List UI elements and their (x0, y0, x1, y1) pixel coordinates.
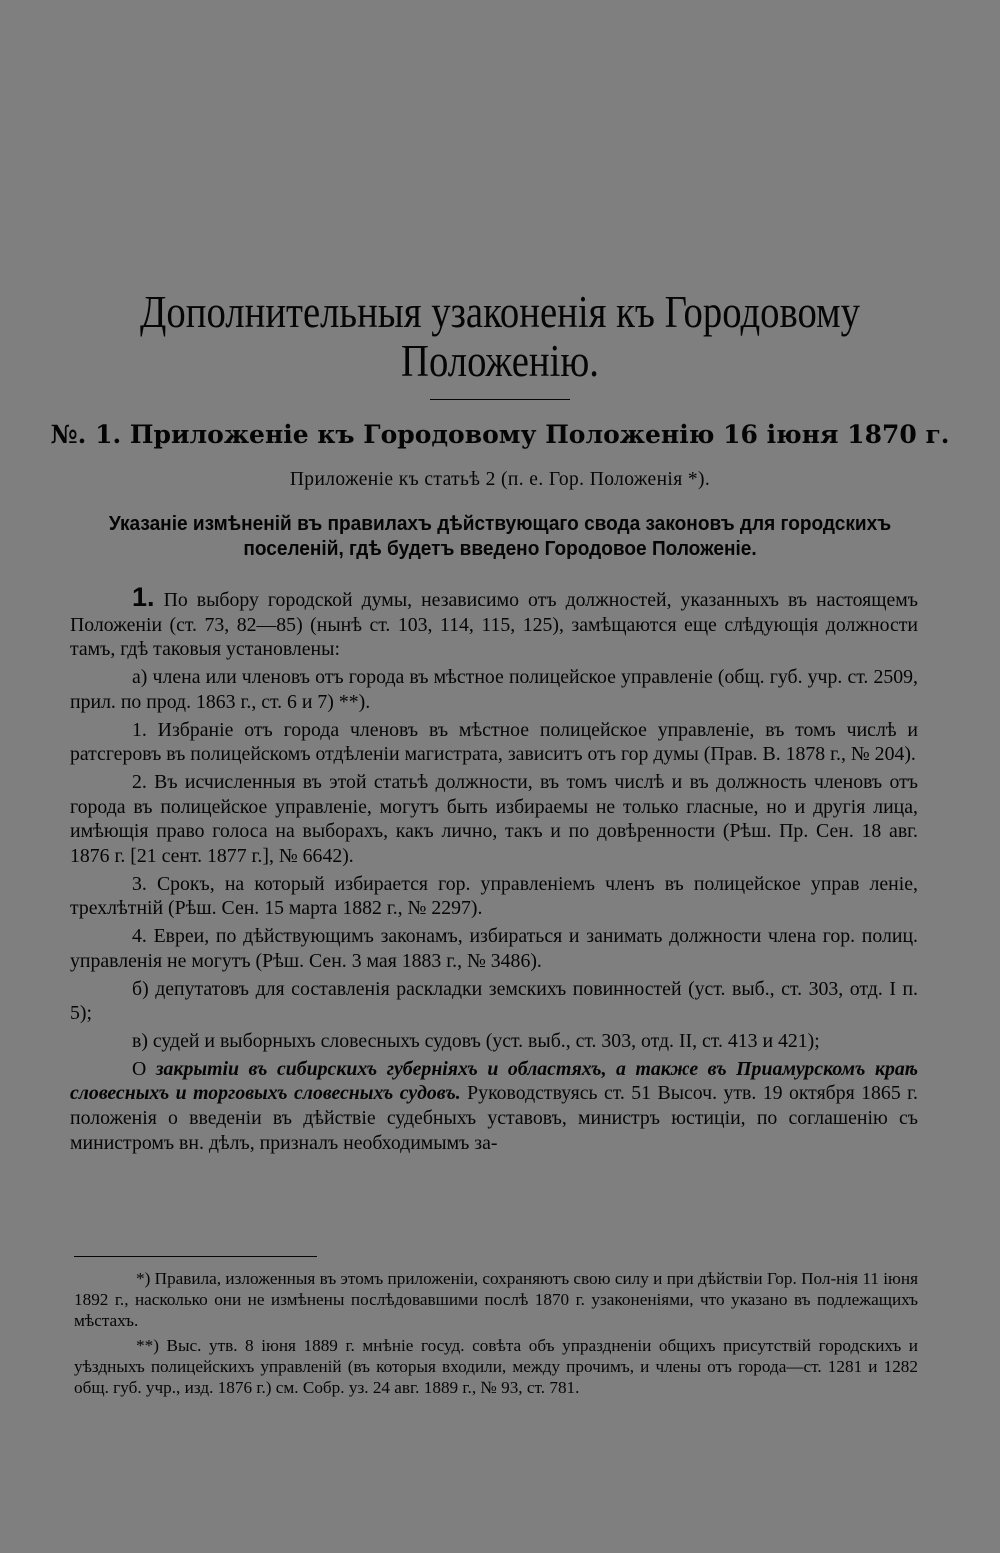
page-title-line-1: Дополнительныя узаконенія къ Городовому (139, 287, 860, 337)
paragraph-o-rest: Руководствуясь ст. 51 Высоч. утв. 19 октября 1865 г. положенія о введеніи въ дѣйствіе судебныхъ уставовъ, министръ юстиціи, по соглашенію съ министромъ вн. дѣлъ, призналъ необходимымъ за- (70, 1082, 918, 1154)
footnotes (74, 1268, 918, 1401)
note-2: 2. Въ исчисленныя въ этой статьѣ должности, въ томъ числѣ и въ должность членовъ отъ города въ полицейское управленіе, могутъ быть избираемы не только гласные, но и другія лица, имѣющія право голоса на выборахъ, какъ лично, такъ и по довѣренности (Рѣш. Пр. Сен. 18 авг. 1876 г. [21 сент. 1877 г.], № 6642). (70, 770, 918, 868)
title-divider (430, 399, 570, 400)
page-title (139, 288, 861, 386)
paragraph-1 (70, 582, 919, 662)
paragraph-v: в) судей и выборныхъ словесныхъ судовъ (уст. выб., ст. 303, отд. II, ст. 413 и 421); (132, 1029, 820, 1052)
paragraph-o-start: О (132, 1057, 147, 1080)
document-heading: №. 1. Приложеніе къ Городовому Положенію 16 іюня 1870 г. (50, 420, 950, 449)
note-3: 3. Срокъ, на который избирается гор. управленіемъ членъ въ полицейское управ леніе, трехлѣтній (Рѣш. Сен. 15 марта 1882 г., № 2297). (70, 872, 918, 920)
paragraph-o (70, 1057, 918, 1156)
note-1: 1. Избраніе отъ города членовъ въ мѣстное полицейское управленіе, въ томъ числѣ и ратсгеровъ въ полицейскомъ отдѣленіи магистрата, зависитъ отъ гор думы (Прав. В. 1878 г., № 204). (70, 718, 918, 766)
paragraph-a: а) члена или членовъ отъ города въ мѣстное полицейское управленіе (общ. губ. учр. ст. 2509, прил. по прод. 1863 г., ст. 6 и 7) **). (70, 666, 918, 713)
section-title-line-1: Указаніе измѣненій въ правилахъ дѣйствующаго свода законовъ для городскихъ (108, 512, 892, 535)
paragraph-number: 1. (132, 582, 155, 612)
footnote-1: *) Правила, изложенныя въ этомъ приложеніи, сохраняютъ свою силу и при дѣйствіи Гор. Пол-нія 11 іюня 1892 г., насколько они не измѣнены послѣдовавшими послѣ 1870 г. узаконеніями, что указано въ подлежащихъ мѣстахъ. (74, 1269, 918, 1331)
note-4: 4. Евреи, по дѣйствующимъ законамъ, избираться и занимать должности члена гор. полиц. управленія не могутъ (Рѣш. Сен. 3 мая 1883 г., № 3486). (70, 925, 918, 972)
page-title-line-2: Положенію. (401, 336, 599, 386)
paragraph-1-text: По выбору городской думы, независимо отъ должностей, указанныхъ въ настоящемъ Положеніи (ст. 73, 82—85) (нынѣ ст. 103, 114, 115, 125), замѣщаются еще слѣдующія должности тамъ, гдѣ таковыя установлены: (70, 589, 919, 661)
body-text (70, 582, 919, 1158)
section-title (72, 511, 928, 561)
paragraph-b: б) депутатовъ для составленія раскладки земскихъ повинностей (уст. выб., ст. 303, отд. I п. 5); (70, 977, 918, 1025)
section-title-line-2: поселеній, гдѣ будетъ введено Городовое Положеніе. (243, 537, 757, 560)
paragraph-o-italic: закрытіи въ сибирскихъ губерніяхъ и областяхъ, а также въ Приамурскомъ краѣ словесныхъ и торговыхъ словесныхъ судовъ. (70, 1057, 918, 1105)
document-subheading: Приложеніе къ статьѣ 2 (п. е. Гор. Положенія *). (289, 469, 711, 490)
footnote-2: **) Выс. утв. 8 іюня 1889 г. мнѣніе госуд. совѣта объ упраздненіи общихъ присутствій городскихъ и уѣздныхъ полицейскихъ управленій (въ которыя входили, между прочимъ, и члены отъ города—ст. 1281 и 1282 общ. губ. учр., изд. 1876 г.) см. Собр. уз. 24 авг. 1889 г., № 93, ст. 781. (74, 1335, 918, 1398)
footnote-separator (74, 1256, 317, 1257)
